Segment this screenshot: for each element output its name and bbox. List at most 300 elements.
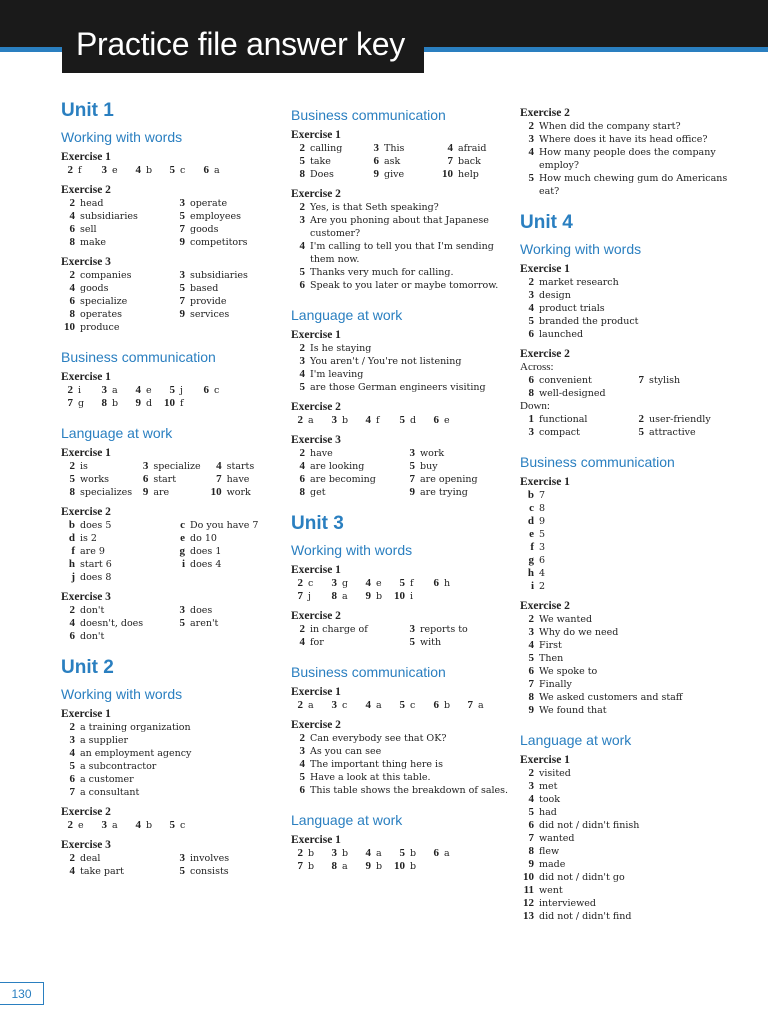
answer-item	[325, 860, 359, 873]
answer-row	[291, 447, 513, 460]
answer-item	[520, 665, 750, 678]
page-title: Practice file answer key	[76, 26, 405, 62]
item-number: 4	[528, 793, 534, 805]
item-answer: for	[310, 637, 324, 648]
item-answer: involves	[190, 853, 230, 864]
answer-item	[393, 699, 427, 712]
item-number: 5	[179, 210, 185, 222]
exercise-block	[61, 806, 281, 832]
item-number: 5	[399, 847, 405, 859]
answer-item	[61, 384, 95, 397]
answer-item	[393, 860, 427, 873]
answer-item	[61, 519, 171, 532]
answer-row	[291, 699, 513, 712]
item-number: 3	[299, 745, 305, 757]
answer-row	[61, 571, 281, 584]
item-number: 8	[528, 691, 534, 703]
item-number: 3	[101, 384, 107, 396]
answer-item	[630, 413, 740, 426]
item-answer: is	[80, 461, 88, 472]
answer-item	[171, 604, 281, 617]
item-answer: a subcontractor	[80, 761, 157, 772]
item-answer: do 10	[190, 533, 217, 544]
item-answer: operates	[80, 309, 122, 320]
item-answer: companies	[80, 270, 132, 281]
answer-item	[291, 460, 401, 473]
exercise-title: Exercise 2	[291, 401, 341, 413]
item-answer: consists	[190, 866, 229, 877]
item-number: 7	[179, 295, 185, 307]
answer-item	[520, 541, 750, 554]
item-answer: interviewed	[539, 898, 596, 909]
item-answer: goods	[190, 224, 219, 235]
section-heading: Language at work	[520, 732, 632, 748]
answer-item	[520, 704, 750, 717]
item-letter: g	[528, 554, 534, 566]
item-answer: The important thing here is	[310, 759, 443, 770]
answer-item	[291, 201, 513, 214]
item-answer: b	[342, 415, 349, 426]
answer-item	[325, 590, 359, 603]
item-number: 4	[447, 142, 453, 154]
item-answer: with	[420, 637, 442, 648]
answer-item	[171, 295, 281, 308]
exercise-title: Exercise 2	[520, 600, 570, 612]
answer-item	[129, 397, 163, 410]
exercise-title: Exercise 3	[61, 256, 111, 268]
answer-row	[291, 168, 513, 181]
answer-row	[61, 532, 281, 545]
item-answer: product trials	[539, 303, 605, 314]
item-answer: a	[214, 165, 220, 176]
answer-item	[171, 852, 281, 865]
answer-item	[171, 282, 281, 295]
item-number: 2	[299, 732, 305, 744]
item-answer: b	[146, 165, 153, 176]
answer-item	[61, 721, 281, 734]
item-number: 3	[528, 426, 534, 438]
item-number: 9	[135, 397, 141, 409]
answer-item	[401, 486, 511, 499]
answer-item	[520, 806, 750, 819]
item-number: 7	[179, 223, 185, 235]
item-number: 3	[528, 289, 534, 301]
section-heading: Language at work	[291, 307, 403, 323]
answer-item	[171, 197, 281, 210]
answer-item	[291, 732, 513, 745]
item-answer: e	[146, 385, 152, 396]
answer-item	[291, 847, 325, 860]
answer-item	[61, 865, 171, 878]
answer-item	[171, 519, 281, 532]
answer-item	[291, 240, 513, 266]
item-answer: user-friendly	[649, 414, 711, 425]
exercise-title: Exercise 1	[61, 447, 111, 459]
item-number: h	[68, 558, 75, 570]
item-number: 7	[447, 155, 453, 167]
item-answer: doesn't, does	[80, 618, 144, 629]
answer-item	[171, 558, 281, 571]
item-answer: a	[112, 385, 118, 396]
answer-item	[61, 295, 171, 308]
answer-item	[520, 146, 750, 172]
answer-row	[520, 374, 750, 387]
answer-item	[61, 734, 281, 747]
item-answer: based	[190, 283, 219, 294]
item-letter: e	[529, 528, 534, 540]
answer-row	[61, 282, 281, 295]
answer-item	[61, 164, 95, 177]
answer-item	[439, 142, 513, 155]
item-number: 10	[210, 486, 222, 498]
item-number: 3	[299, 214, 305, 226]
item-number: 8	[331, 590, 337, 602]
answer-row	[61, 519, 281, 532]
answer-item	[129, 164, 163, 177]
item-answer: a supplier	[80, 735, 129, 746]
item-number: 4	[299, 368, 305, 380]
item-number: 3	[101, 164, 107, 176]
item-number: 5	[179, 282, 185, 294]
exercise-block	[520, 263, 750, 341]
item-answer: are those German engineers visiting	[310, 382, 486, 393]
answer-row	[291, 460, 513, 473]
item-answer: subsidiaries	[190, 270, 248, 281]
answer-item	[171, 236, 281, 249]
item-number: 4	[528, 146, 534, 158]
item-answer: 5	[539, 529, 546, 540]
item-number: 8	[69, 308, 75, 320]
item-answer: d	[410, 415, 417, 426]
answer-item	[520, 780, 750, 793]
item-number: 2	[69, 721, 75, 733]
exercise-title: Exercise 2	[291, 188, 341, 200]
item-number: 3	[373, 142, 379, 154]
answer-row	[520, 426, 750, 439]
answer-item	[365, 142, 439, 155]
item-number: 3	[179, 269, 185, 281]
answer-item	[61, 545, 171, 558]
item-number: 2	[67, 164, 73, 176]
section-heading: Language at work	[61, 425, 173, 441]
item-answer: c	[214, 385, 220, 396]
answer-row	[520, 413, 750, 426]
item-answer: take part	[80, 866, 124, 877]
answer-item	[401, 623, 511, 636]
column-middle	[291, 100, 513, 873]
item-number: 6	[433, 414, 439, 426]
down-label: Down:	[520, 400, 550, 412]
answer-item	[291, 636, 401, 649]
item-number: 2	[69, 460, 75, 472]
item-number: 10	[394, 860, 405, 872]
item-answer: b	[410, 861, 417, 872]
answer-row	[291, 142, 513, 155]
item-letter: b	[527, 489, 534, 501]
answer-item	[61, 819, 95, 832]
item-number: 2	[69, 852, 75, 864]
answer-item	[325, 699, 359, 712]
answer-item	[291, 266, 513, 279]
answer-item	[393, 414, 427, 427]
item-answer: Finally	[539, 679, 572, 690]
answer-item	[427, 577, 461, 590]
item-number: 5	[299, 771, 305, 783]
item-number: 5	[179, 617, 185, 629]
item-number: 5	[528, 652, 534, 664]
answer-item	[291, 355, 513, 368]
item-answer: I'm calling to tell you that I'm sending them now.	[310, 241, 494, 265]
item-number: 1	[528, 413, 534, 425]
item-answer: I'm leaving	[310, 369, 364, 380]
answer-item	[61, 558, 171, 571]
section-heading: Business communication	[291, 664, 446, 680]
answer-item	[520, 652, 750, 665]
answer-item	[95, 397, 129, 410]
answer-row	[61, 486, 281, 499]
item-answer: e	[78, 820, 84, 831]
answer-item	[291, 577, 325, 590]
answer-item	[520, 884, 750, 897]
item-answer: in charge of	[310, 624, 368, 635]
item-answer: Do you have 7	[190, 520, 259, 531]
exercise-block	[291, 434, 513, 499]
answer-item	[520, 832, 750, 845]
item-answer: Then	[539, 653, 564, 664]
exercise-block	[291, 188, 513, 292]
answer-item	[393, 847, 427, 860]
answer-item	[630, 374, 740, 387]
answer-item	[129, 819, 163, 832]
item-number: c	[180, 519, 185, 531]
page-number: 130	[0, 982, 44, 1005]
answer-item	[291, 368, 513, 381]
item-number: 5	[409, 460, 415, 472]
item-answer: f	[78, 165, 82, 176]
item-answer: subsidiaries	[80, 211, 138, 222]
item-number: 4	[299, 460, 305, 472]
item-answer: f	[180, 398, 184, 409]
answer-item	[291, 214, 513, 240]
exercise-block	[61, 839, 281, 878]
item-answer: did not / didn't finish	[539, 820, 640, 831]
answer-item	[171, 545, 281, 558]
item-number: 7	[638, 374, 644, 386]
answer-item	[520, 580, 750, 593]
answer-item	[61, 852, 171, 865]
exercise-block	[291, 329, 513, 394]
item-answer: h	[444, 578, 451, 589]
answer-item	[61, 473, 134, 486]
answer-row	[61, 473, 281, 486]
answer-row	[291, 155, 513, 168]
answer-item	[95, 819, 129, 832]
answer-row	[61, 223, 281, 236]
item-number: 7	[409, 473, 415, 485]
section-heading: Working with words	[291, 542, 413, 558]
item-number: 4	[69, 617, 75, 629]
exercise-title: Exercise 2	[520, 348, 570, 360]
answer-item	[520, 528, 750, 541]
answer-row	[61, 384, 281, 397]
item-answer: This	[384, 143, 405, 154]
item-number: 9	[373, 168, 379, 180]
answer-item	[171, 210, 281, 223]
answer-item	[359, 847, 393, 860]
item-answer: calling	[310, 143, 343, 154]
answer-item	[401, 447, 511, 460]
item-answer: b	[112, 398, 119, 409]
answer-row	[61, 604, 281, 617]
answer-item	[520, 302, 750, 315]
answer-item	[171, 223, 281, 236]
section-heading: Business communication	[61, 349, 216, 365]
answer-item	[291, 623, 401, 636]
item-answer: c	[410, 700, 416, 711]
answer-item	[291, 758, 513, 771]
answer-row	[61, 545, 281, 558]
section-heading: Business communication	[291, 107, 446, 123]
item-number: 4	[528, 639, 534, 651]
item-number: 3	[179, 197, 185, 209]
answer-item	[520, 289, 750, 302]
exercise-title: Exercise 3	[291, 434, 341, 446]
exercise-title: Exercise 1	[291, 129, 341, 141]
answer-item	[393, 577, 427, 590]
item-answer: work	[226, 487, 251, 498]
answer-item	[171, 865, 281, 878]
exercise-block	[520, 600, 750, 717]
answer-item	[61, 532, 171, 545]
item-answer: did not / didn't find	[539, 911, 632, 922]
item-number: 2	[299, 623, 305, 635]
section-heading: Language at work	[291, 812, 403, 828]
item-answer: Thanks very much for calling.	[310, 267, 454, 278]
item-number: 5	[528, 172, 534, 184]
item-number: 4	[69, 282, 75, 294]
exercise-title: Exercise 1	[520, 476, 570, 488]
item-number: 2	[528, 613, 534, 625]
exercise-block	[61, 708, 281, 799]
exercise-block	[61, 447, 281, 499]
section-heading: Working with words	[520, 241, 642, 257]
item-answer: start	[153, 474, 177, 485]
item-number: 3	[331, 577, 337, 589]
answer-item	[520, 871, 750, 884]
item-answer: have	[226, 474, 250, 485]
answer-item	[427, 847, 461, 860]
item-answer: a training organization	[80, 722, 191, 733]
item-answer: did not / didn't go	[539, 872, 625, 883]
exercise-title: Exercise 1	[291, 834, 341, 846]
item-number: d	[68, 532, 75, 544]
item-answer: b	[376, 591, 383, 602]
answer-item	[520, 639, 750, 652]
answer-item	[520, 897, 750, 910]
item-number: 13	[523, 910, 534, 922]
item-number: 2	[67, 384, 73, 396]
answer-item	[520, 613, 750, 626]
answer-item	[365, 155, 439, 168]
unit-heading: Unit 3	[291, 513, 344, 534]
answer-row	[61, 308, 281, 321]
item-answer: specialize	[80, 296, 128, 307]
item-answer: met	[539, 781, 558, 792]
answer-item	[291, 279, 513, 292]
answer-item	[520, 910, 750, 923]
answer-row	[291, 486, 513, 499]
item-number: 2	[297, 577, 303, 589]
item-answer: a consultant	[80, 787, 140, 798]
exercise-title: Exercise 1	[520, 263, 570, 275]
unit-heading: Unit 2	[61, 657, 114, 678]
item-number: 8	[528, 387, 534, 399]
item-answer: When did the company start?	[539, 121, 681, 132]
item-answer: get	[310, 487, 326, 498]
answer-row	[291, 860, 513, 873]
item-answer: b	[342, 848, 349, 859]
across-label: Across:	[520, 361, 554, 373]
answer-item	[325, 847, 359, 860]
item-number: f	[71, 545, 75, 557]
answer-item	[365, 168, 439, 181]
item-number: i	[181, 558, 185, 570]
item-answer: a	[376, 700, 382, 711]
answer-item	[291, 784, 513, 797]
item-answer: f	[410, 578, 414, 589]
item-answer: sell	[80, 224, 97, 235]
unit-heading: Unit 1	[61, 100, 114, 121]
answer-item	[359, 577, 393, 590]
answer-item	[520, 133, 750, 146]
item-number: 3	[179, 852, 185, 864]
item-answer: wanted	[539, 833, 575, 844]
answer-item	[439, 168, 513, 181]
item-answer: We wanted	[539, 614, 593, 625]
exercise-block	[520, 754, 750, 923]
answer-item	[630, 426, 740, 439]
answer-item	[208, 460, 281, 473]
item-number: 3	[101, 819, 107, 831]
answer-row	[61, 236, 281, 249]
item-answer: Does	[310, 169, 334, 180]
exercise-title: Exercise 1	[291, 329, 341, 341]
answer-item	[359, 860, 393, 873]
answer-item	[197, 384, 231, 397]
item-number: 5	[638, 426, 644, 438]
exercise-title: Exercise 1	[61, 708, 111, 720]
answer-item	[520, 567, 750, 580]
item-answer: i	[78, 385, 82, 396]
answer-item	[520, 315, 750, 328]
item-number: 5	[179, 865, 185, 877]
item-answer: works	[80, 474, 110, 485]
item-answer: specializes	[80, 487, 133, 498]
answer-item	[61, 460, 134, 473]
answer-row	[61, 865, 281, 878]
item-answer: take	[310, 156, 331, 167]
item-number: 9	[409, 486, 415, 498]
item-number: 7	[297, 860, 303, 872]
item-answer: b	[146, 820, 153, 831]
item-answer: afraid	[458, 143, 487, 154]
item-answer: don't	[80, 631, 105, 642]
answer-row	[61, 269, 281, 282]
exercise-title: Exercise 2	[520, 107, 570, 119]
exercise-title: Exercise 1	[61, 371, 111, 383]
item-number: 4	[299, 240, 305, 252]
item-number: 2	[528, 767, 534, 779]
